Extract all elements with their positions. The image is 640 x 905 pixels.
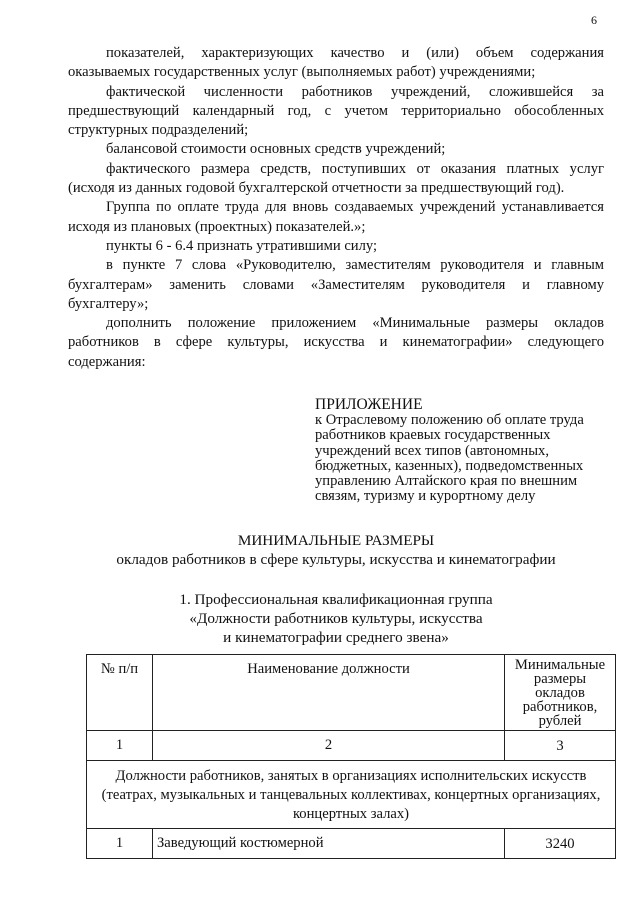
appendix-title: ПРИЛОЖЕНИЕ (315, 396, 423, 413)
paragraph-1: показателей, характеризующих качество и (или) объем содержания оказываемых государственных услуг (выполняемых работ) учреждениями; (68, 45, 604, 81)
group-line-1: 1. Профессиональная квалификационная группа (179, 591, 493, 608)
appendix-block (315, 397, 615, 504)
paragraph-6: пункты 6 - 6.4 признать утратившими силу; (106, 237, 378, 254)
heading-subtitle: окладов работников в сфере культуры, искусства и кинематографии (116, 551, 556, 568)
document-heading (68, 531, 604, 569)
paragraph-7: в пункте 7 слова «Руководителю, заместителям руководителя и главным бухгалтерам» заменить словами «Заместителям руководителя и главному бухгалтеру»; (68, 257, 604, 312)
header-name: Наименование должности (153, 655, 505, 731)
header-size: Минимальные размеры окладов работников, рублей (505, 655, 616, 731)
paragraph-5: Группа по оплате труда для вновь создаваемых учреждений устанавливается исходя из плановых (проектных) показателей.»; (68, 199, 604, 235)
row-salary: 3240 (505, 829, 616, 859)
index-num: 1 (87, 731, 153, 761)
paragraph-2: фактической численности работников учреждений, сложившейся за предшествующий календарный год, с учетом территориально обособленных структурных подразделений; (68, 83, 604, 139)
appendix-text: к Отраслевому положению об оплате труда работников краевых государственных учреждений всех типов (автономных, бюджетных, казенных), подведомственных управлению Алтайского края по внешним связям, туризму и курортному делу (315, 412, 584, 505)
body-text (68, 44, 604, 372)
paragraph-4: фактического размера средств, поступивших от оказания платных услуг (исходя из данных годовой бухгалтерской отчетности за предшествующий год). (68, 160, 604, 197)
row-position: Заведующий костюмерной (153, 829, 505, 859)
group-line-3: и кинематографии среднего звена» (223, 629, 449, 646)
paragraph-8: дополнить положение приложением «Минимальные размеры окладов работников в сфере культуры, искусства и кинематографии» следующего содержания: (68, 315, 604, 370)
index-size: 3 (505, 731, 616, 761)
index-name: 2 (153, 731, 505, 761)
salary-table (86, 654, 616, 859)
paragraph-3: балансовой стоимости основных средств учреждений; (106, 141, 446, 158)
table-index-row (87, 731, 616, 761)
header-num: № п/п (87, 655, 153, 731)
section-title: Должности работников, занятых в организациях исполнительских искусств (театрах, музыкальных и танцевальных коллективах, концертных организациях, концертных залах) (87, 761, 616, 829)
page-number: 6 (591, 13, 597, 27)
row-num: 1 (87, 829, 153, 859)
table-section-row (87, 761, 616, 829)
table-header-row (87, 655, 616, 731)
heading-title: МИНИМАЛЬНЫЕ РАЗМЕРЫ (237, 532, 435, 549)
group-line-2: «Должности работников культуры, искусства (189, 610, 483, 627)
table-row (87, 829, 616, 859)
group-heading (68, 590, 604, 647)
